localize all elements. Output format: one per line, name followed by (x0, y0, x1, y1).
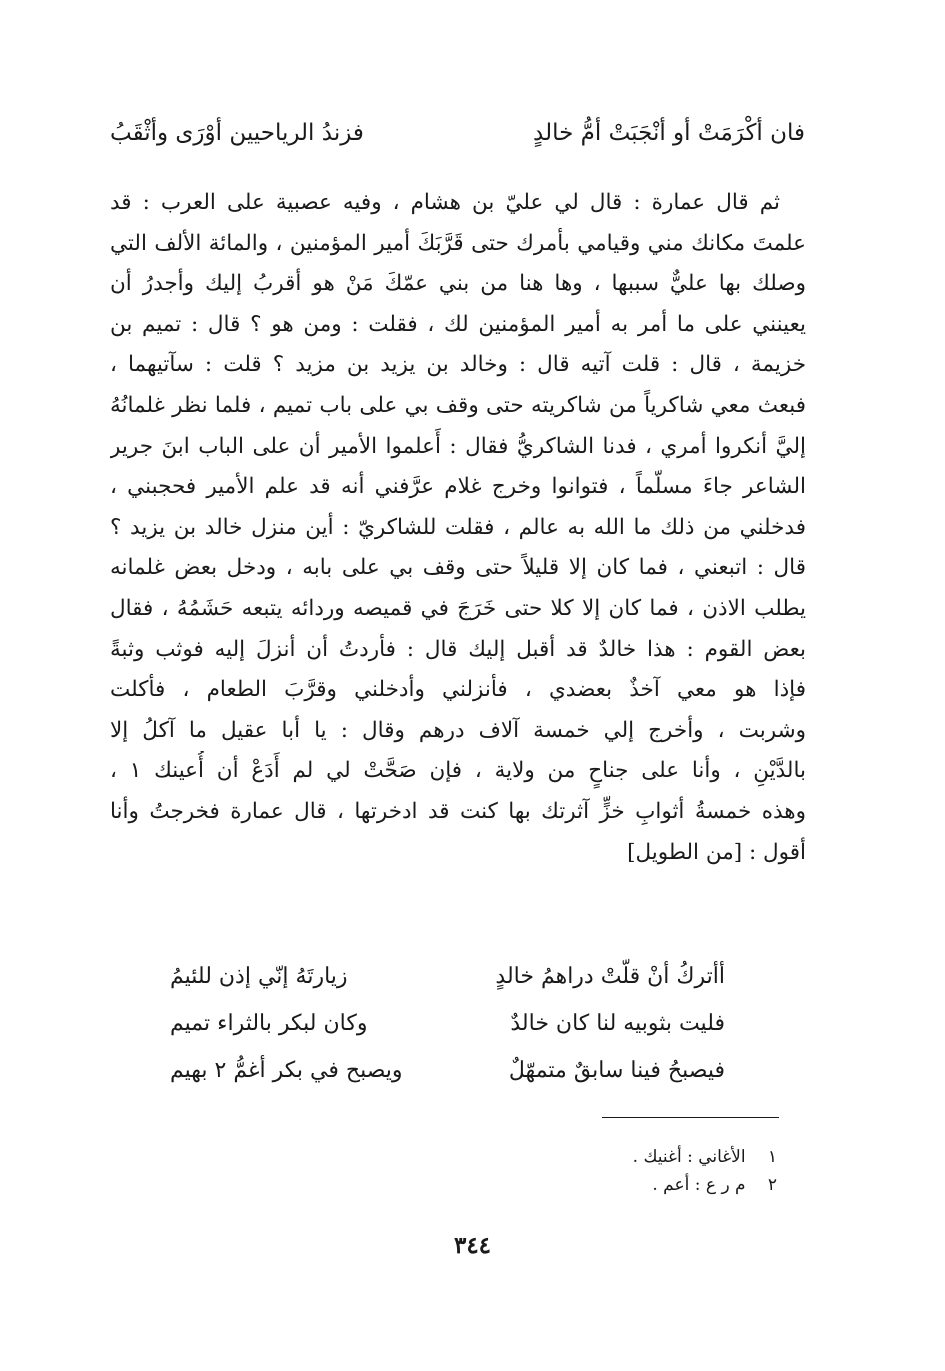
poem-verse (170, 1000, 725, 1047)
poem-hemistich-second: ويصبح في بكر أغمُّ ٢ بهيم (170, 1058, 403, 1083)
prose-line: إليَّ أنكروا أمري ، فدنا الشاكريُّ فقال : أَعلموا الأمير أن على الباب ابنَ جرير (110, 433, 806, 459)
footnote-number: ١ (767, 1147, 777, 1167)
prose-line: وهذه خمسةُ أثوابِ خزٍّ آثرتك بها كنت قد ادخرتها ، قال عمارة فخرجتُ وأنا (110, 798, 806, 824)
verse-hemistich-second: فزندُ الرياحيين أوْرَى وأثْقَبُ (110, 120, 364, 146)
poem-hemistich-first: فليت بثوبيه لنا كان خالدٌ (510, 1011, 725, 1036)
poem-hemistich-first: فيصبحُ فينا سابقٌ متمهّلٌ (508, 1058, 725, 1083)
footnote-text: م ر ع : أعم . (652, 1175, 746, 1195)
prose-line: بعض القوم : هذا خالدٌ قد أقبل إليك قال : فأردتُ أن أنزلَ إليه فوثب وثبةً (110, 636, 806, 662)
footnotes (633, 1143, 777, 1199)
verse-hemistich-first: فان أكْرَمَتْ أو أنْجَبَتْ أمُّ خالدٍ (533, 120, 805, 146)
prose-line: ثم قال عمارة : قال لي عليّ بن هشام ، وفيه عصبية على العرب : قد (110, 190, 780, 215)
prose-line: فبعث معي شاكرياً من شاكريته حتى وقف بي على باب تميم ، فلما نظر غلمانُهُ (110, 392, 806, 418)
prose-line: وشربت ، وأخرج إلي خمسة آلاف درهم وقال : يا أبا عقيل ما آكلُ إلا (110, 717, 806, 743)
poem-verse (170, 1047, 725, 1094)
prose-line: الشاعر جاءَ مسلّماً ، فتوانوا وخرج غلام عرَّفني أنه قد علم الأمير فحجبني ، (110, 474, 806, 500)
prose-paragraph (110, 183, 806, 873)
footnote-divider (602, 1117, 779, 1118)
prose-line: فدخلني من ذلك ما الله به عالم ، فقلت للشاكريّ : أين منزل خالد بن يزيد ؟ (110, 514, 806, 540)
prose-line: خزيمة ، قال : قلت آتيه قال : وخالد بن يزيد بن مزيد ؟ قلت : سآتيهما ، (110, 352, 806, 378)
prose-line: يعينني على ما أمر به أمير المؤمنين لك ، فقلت : ومن هو ؟ قال : تميم بن (110, 311, 806, 337)
page-number: ٣٤٤ (453, 1232, 492, 1259)
footnote-item (633, 1143, 777, 1171)
prose-line: يطلب الاذن ، فما كان إلا كلا حتى خَرَجَ في قميصه وردائه يتبعه حَشَمُهُ ، فقال (110, 595, 806, 621)
prose-line: قال : اتبعني ، فما كان إلا قليلاً حتى وقف بي على بابه ، ودخل بعض غلمانه (110, 555, 806, 581)
footnote-number: ٢ (767, 1175, 777, 1195)
prose-line-meter-note: أقول : [من الطويل] (627, 839, 806, 865)
prose-line: بالدَّيْنِ ، وأنا على جناحٍ من ولاية ، فإن صَحَّتْ لي لم أَدَعْ أن أُعينك ١ ، (110, 758, 806, 784)
opening-verse (110, 118, 805, 148)
poem-hemistich-second: وكان لبكر بالثراء تميم (170, 1011, 368, 1036)
prose-line: علمتَ مكانك مني وقيامي بأمرك حتى قَرَّبَكَ أمير المؤمنين ، والمائة الألف التي (110, 230, 806, 256)
poem-verse (170, 953, 725, 1000)
poem-block (170, 953, 725, 1094)
footnote-item (633, 1171, 777, 1199)
prose-line: وصلك بها عليٌّ سببها ، وها هنا من بني عمّكَ مَنْ هو أقربُ إليك وأجدرُ أن (110, 271, 806, 297)
prose-line: فإذا هو معي آخذٌ بعضدي ، فأنزلني وأدخلني وقرَّبَ الطعام ، فأكلت (110, 677, 806, 703)
footnote-text: الأغاني : أغنيك . (632, 1147, 746, 1167)
poem-hemistich-second: زيارتَهُ إنّي إذن للئيمُ (170, 964, 348, 989)
poem-hemistich-first: أأتركُ أنْ قلّتْ دراهمُ خالدٍ (495, 964, 725, 989)
